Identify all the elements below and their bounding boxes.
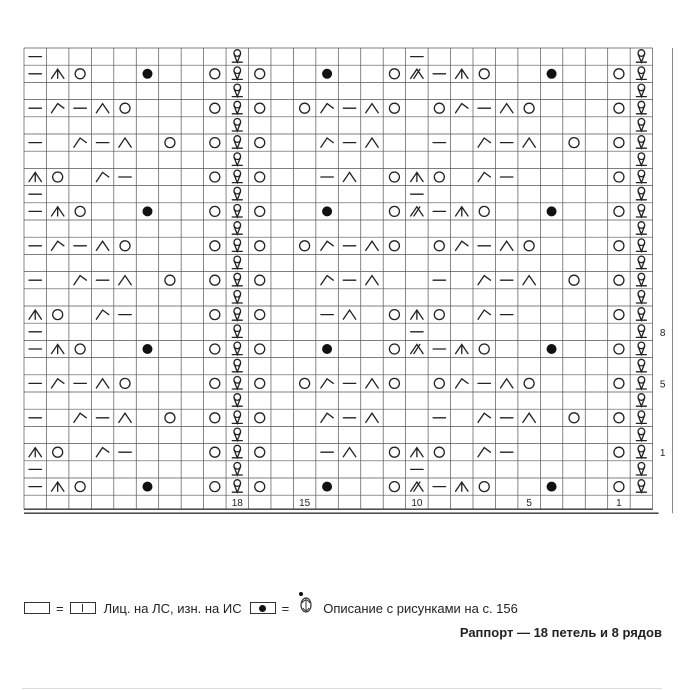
- twisted-stitch-symbol: [636, 450, 646, 458]
- twisted-stitch-symbol: [232, 243, 242, 251]
- twisted-stitch-symbol: [636, 278, 646, 286]
- column-number: 1: [616, 498, 622, 510]
- yarn-over-symbol: [569, 275, 579, 285]
- twisted-stitch-symbol: [636, 312, 646, 320]
- legend-equals: =: [56, 600, 64, 616]
- bobble-symbol: [142, 206, 152, 216]
- twisted-stitch-symbol: [232, 54, 242, 62]
- yarn-over-symbol: [614, 172, 624, 182]
- bobble-symbol: [547, 69, 557, 79]
- yarn-over-symbol: [300, 103, 310, 113]
- ssk-symbol: [96, 172, 108, 181]
- row-number: 8: [659, 327, 666, 339]
- twisted-stitch-symbol: [636, 226, 646, 234]
- yarn-over-symbol: [165, 413, 175, 423]
- yarn-over-symbol: [255, 447, 265, 457]
- bobble-symbol: [142, 482, 152, 492]
- yarn-over-symbol: [389, 310, 399, 320]
- column-number: 5: [526, 498, 532, 510]
- yarn-over-symbol: [389, 103, 399, 113]
- yarn-over-symbol: [614, 378, 624, 388]
- yarn-over-symbol: [614, 413, 624, 423]
- bobble-symbol: [547, 344, 557, 354]
- yarn-over-symbol: [255, 413, 265, 423]
- ssk-symbol: [478, 138, 490, 147]
- k2tog-symbol: [500, 241, 512, 250]
- yarn-over-symbol: [614, 344, 624, 354]
- yarn-over-symbol: [614, 275, 624, 285]
- yarn-over-symbol: [210, 482, 220, 492]
- bobble-symbol: [142, 69, 152, 79]
- yarn-over-symbol: [524, 103, 534, 113]
- ssk-symbol: [74, 413, 86, 422]
- ssk-symbol: [96, 310, 108, 319]
- double-decrease-alt-symbol: [411, 482, 423, 491]
- yarn-over-symbol: [614, 310, 624, 320]
- yarn-over-symbol: [389, 206, 399, 216]
- twisted-stitch-symbol: [636, 381, 646, 389]
- ssk-symbol: [478, 276, 490, 285]
- yarn-over-symbol: [389, 241, 399, 251]
- ssk-symbol: [321, 138, 333, 147]
- k2tog-symbol: [96, 379, 108, 388]
- yarn-over-symbol: [524, 241, 534, 251]
- k2tog-symbol: [366, 413, 378, 422]
- yarn-over-symbol: [255, 310, 265, 320]
- yarn-over-symbol: [53, 447, 63, 457]
- yarn-over-symbol: [614, 241, 624, 251]
- yarn-over-symbol: [255, 344, 265, 354]
- legend-description-text: Описание с рисунками на с. 156: [323, 600, 518, 616]
- yarn-over-symbol: [165, 138, 175, 148]
- ssk-symbol: [321, 379, 333, 388]
- yarn-over-symbol: [479, 69, 489, 79]
- bobble-illustration-icon: [295, 591, 317, 617]
- double-decrease-alt-symbol: [411, 207, 423, 216]
- ssk-symbol: [478, 413, 490, 422]
- twisted-stitch-symbol: [636, 140, 646, 148]
- ssk-symbol: [478, 448, 490, 457]
- ssk-symbol: [321, 241, 333, 250]
- chart-legend: [24, 598, 674, 658]
- yarn-over-symbol: [255, 482, 265, 492]
- twisted-stitch-symbol: [636, 123, 646, 131]
- twisted-stitch-symbol: [232, 381, 242, 389]
- yarn-over-symbol: [389, 447, 399, 457]
- k2tog-symbol: [366, 276, 378, 285]
- yarn-over-symbol: [524, 378, 534, 388]
- yarn-over-symbol: [255, 206, 265, 216]
- yarn-over-symbol: [210, 310, 220, 320]
- yarn-over-symbol: [434, 172, 444, 182]
- ssk-symbol: [51, 379, 63, 388]
- double-decrease-alt-symbol: [411, 69, 423, 78]
- repeat-summary: Раппорт — 18 петель и 8 рядов: [459, 625, 662, 640]
- k2tog-symbol: [119, 276, 131, 285]
- twisted-stitch-symbol: [232, 467, 242, 475]
- yarn-over-symbol: [75, 344, 85, 354]
- yarn-over-symbol: [255, 378, 265, 388]
- ssk-symbol: [456, 379, 468, 388]
- column-number: 15: [299, 498, 311, 510]
- bobble-symbol: [322, 206, 332, 216]
- yarn-over-symbol: [255, 138, 265, 148]
- k2tog-symbol: [366, 138, 378, 147]
- ssk-symbol: [321, 104, 333, 113]
- twisted-stitch-symbol: [636, 174, 646, 182]
- twisted-stitch-symbol: [232, 140, 242, 148]
- yarn-over-symbol: [434, 310, 444, 320]
- double-decrease-symbol: [51, 482, 63, 491]
- twisted-stitch-symbol: [232, 71, 242, 79]
- twisted-stitch-symbol: [232, 174, 242, 182]
- twisted-stitch-symbol: [232, 346, 242, 354]
- k2tog-symbol: [343, 310, 355, 319]
- yarn-over-symbol: [614, 482, 624, 492]
- double-decrease-alt-symbol: [411, 344, 423, 353]
- yarn-over-symbol: [434, 241, 444, 251]
- yarn-over-symbol: [75, 69, 85, 79]
- yarn-over-symbol: [210, 344, 220, 354]
- yarn-over-symbol: [300, 378, 310, 388]
- twisted-stitch-symbol: [636, 71, 646, 79]
- yarn-over-symbol: [210, 413, 220, 423]
- twisted-stitch-symbol: [636, 209, 646, 217]
- twisted-stitch-symbol: [232, 295, 242, 303]
- twisted-stitch-symbol: [232, 484, 242, 492]
- yarn-over-symbol: [120, 103, 130, 113]
- yarn-over-symbol: [300, 241, 310, 251]
- yarn-over-symbol: [614, 206, 624, 216]
- yarn-over-symbol: [389, 482, 399, 492]
- yarn-over-symbol: [614, 447, 624, 457]
- k2tog-symbol: [500, 104, 512, 113]
- yarn-over-symbol: [53, 310, 63, 320]
- double-decrease-symbol: [51, 69, 63, 78]
- twisted-stitch-symbol: [232, 278, 242, 286]
- yarn-over-symbol: [255, 69, 265, 79]
- yarn-over-symbol: [75, 206, 85, 216]
- double-decrease-symbol: [29, 172, 41, 181]
- double-decrease-symbol: [456, 482, 468, 491]
- legend-equals-2: =: [281, 600, 290, 616]
- ssk-symbol: [478, 172, 490, 181]
- twisted-stitch-symbol: [232, 157, 242, 165]
- k2tog-symbol: [96, 104, 108, 113]
- double-decrease-symbol: [51, 207, 63, 216]
- twisted-stitch-symbol: [636, 192, 646, 200]
- twisted-stitch-symbol: [232, 192, 242, 200]
- ssk-symbol: [321, 413, 333, 422]
- twisted-stitch-symbol: [232, 260, 242, 268]
- yarn-over-symbol: [210, 241, 220, 251]
- double-decrease-symbol: [411, 448, 423, 457]
- twisted-stitch-symbol: [636, 346, 646, 354]
- bobble-symbol: [322, 482, 332, 492]
- ssk-symbol: [51, 241, 63, 250]
- twisted-stitch-symbol: [636, 243, 646, 251]
- twisted-stitch-symbol: [636, 432, 646, 440]
- k2tog-symbol: [119, 138, 131, 147]
- k2tog-symbol: [366, 104, 378, 113]
- k2tog-symbol: [523, 413, 535, 422]
- double-decrease-symbol: [411, 310, 423, 319]
- yarn-over-symbol: [210, 69, 220, 79]
- twisted-stitch-symbol: [636, 467, 646, 475]
- yarn-over-symbol: [434, 447, 444, 457]
- k2tog-symbol: [343, 172, 355, 181]
- double-decrease-symbol: [29, 310, 41, 319]
- twisted-stitch-symbol: [232, 226, 242, 234]
- k2tog-symbol: [343, 448, 355, 457]
- twisted-stitch-symbol: [232, 106, 242, 114]
- twisted-stitch-symbol: [636, 260, 646, 268]
- double-decrease-symbol: [411, 172, 423, 181]
- yarn-over-symbol: [53, 172, 63, 182]
- ssk-symbol: [74, 138, 86, 147]
- yarn-over-symbol: [210, 447, 220, 457]
- twisted-stitch-symbol: [232, 88, 242, 96]
- k2tog-symbol: [119, 413, 131, 422]
- twisted-stitch-symbol: [232, 398, 242, 406]
- yarn-over-symbol: [210, 275, 220, 285]
- twisted-stitch-symbol: [636, 364, 646, 372]
- yarn-over-symbol: [614, 138, 624, 148]
- twisted-stitch-symbol: [232, 364, 242, 372]
- twisted-stitch-symbol: [232, 312, 242, 320]
- yarn-over-symbol: [569, 138, 579, 148]
- double-decrease-symbol: [29, 448, 41, 457]
- twisted-stitch-symbol: [636, 157, 646, 165]
- legend-knit-text: Лиц. на ЛС, изн. на ИС: [103, 600, 242, 616]
- twisted-stitch-symbol: [636, 329, 646, 337]
- yarn-over-symbol: [389, 378, 399, 388]
- twisted-stitch-symbol: [232, 209, 242, 217]
- ssk-symbol: [456, 241, 468, 250]
- yarn-over-symbol: [210, 378, 220, 388]
- yarn-over-symbol: [210, 206, 220, 216]
- yarn-over-symbol: [165, 275, 175, 285]
- twisted-stitch-symbol: [636, 54, 646, 62]
- twisted-stitch-symbol: [636, 88, 646, 96]
- twisted-stitch-symbol: [232, 329, 242, 337]
- twisted-stitch-symbol: [636, 295, 646, 303]
- twisted-stitch-symbol: [636, 484, 646, 492]
- knit-symbol-icon: [70, 602, 96, 614]
- bobble-symbol: [547, 482, 557, 492]
- yarn-over-symbol: [75, 482, 85, 492]
- column-number: 18: [231, 498, 243, 510]
- twisted-stitch-symbol: [232, 123, 242, 131]
- yarn-over-symbol: [479, 344, 489, 354]
- ssk-symbol: [321, 276, 333, 285]
- bobble-symbol-icon: [250, 602, 276, 614]
- bobble-symbol: [322, 344, 332, 354]
- ssk-symbol: [96, 448, 108, 457]
- bobble-symbol: [322, 69, 332, 79]
- yarn-over-symbol: [434, 103, 444, 113]
- row-number: 1: [659, 448, 666, 460]
- yarn-over-symbol: [389, 69, 399, 79]
- yarn-over-symbol: [120, 241, 130, 251]
- double-decrease-symbol: [456, 207, 468, 216]
- yarn-over-symbol: [434, 378, 444, 388]
- yarn-over-symbol: [210, 172, 220, 182]
- yarn-over-symbol: [479, 482, 489, 492]
- yarn-over-symbol: [569, 413, 579, 423]
- yarn-over-symbol: [255, 275, 265, 285]
- ssk-symbol: [478, 310, 490, 319]
- yarn-over-symbol: [255, 103, 265, 113]
- twisted-stitch-symbol: [232, 415, 242, 423]
- double-decrease-symbol: [456, 69, 468, 78]
- yarn-over-symbol: [255, 172, 265, 182]
- yarn-over-symbol: [210, 103, 220, 113]
- twisted-stitch-symbol: [636, 398, 646, 406]
- k2tog-symbol: [523, 276, 535, 285]
- ssk-symbol: [51, 104, 63, 113]
- yarn-over-symbol: [614, 103, 624, 113]
- yarn-over-symbol: [389, 172, 399, 182]
- double-decrease-symbol: [456, 344, 468, 353]
- ssk-symbol: [456, 104, 468, 113]
- ssk-symbol: [74, 276, 86, 285]
- bobble-symbol: [547, 206, 557, 216]
- empty-cell-symbol-icon: [24, 602, 50, 614]
- bobble-symbol: [142, 344, 152, 354]
- twisted-stitch-symbol: [636, 415, 646, 423]
- bottom-divider: [22, 688, 662, 689]
- yarn-over-symbol: [614, 69, 624, 79]
- k2tog-symbol: [523, 138, 535, 147]
- row-number: 5: [659, 379, 666, 391]
- column-number: 10: [411, 498, 423, 510]
- k2tog-symbol: [366, 379, 378, 388]
- yarn-over-symbol: [479, 206, 489, 216]
- yarn-over-symbol: [389, 344, 399, 354]
- k2tog-symbol: [500, 379, 512, 388]
- yarn-over-symbol: [255, 241, 265, 251]
- yarn-over-symbol: [210, 138, 220, 148]
- twisted-stitch-symbol: [232, 432, 242, 440]
- twisted-stitch-symbol: [636, 106, 646, 114]
- double-decrease-symbol: [51, 344, 63, 353]
- twisted-stitch-symbol: [232, 450, 242, 458]
- yarn-over-symbol: [120, 378, 130, 388]
- k2tog-symbol: [366, 241, 378, 250]
- k2tog-symbol: [96, 241, 108, 250]
